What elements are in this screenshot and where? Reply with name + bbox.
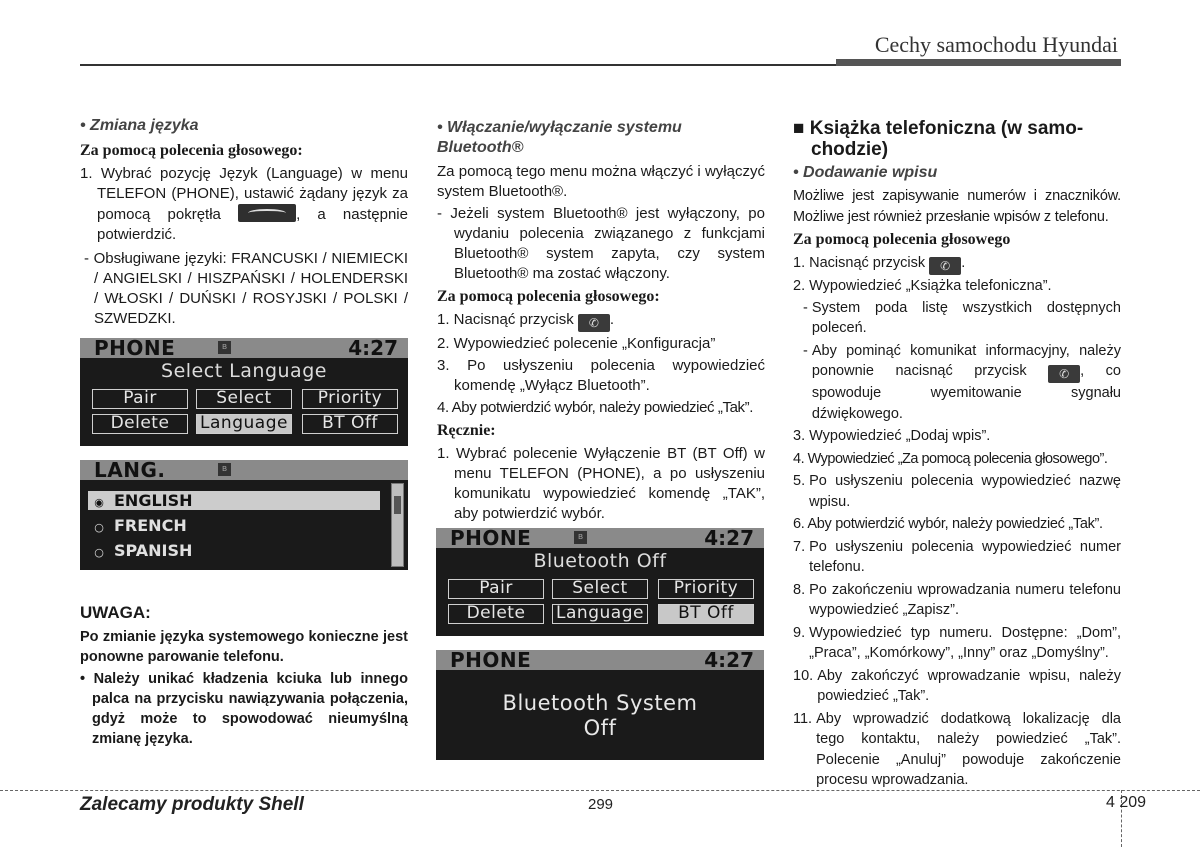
phonebook-step-10: 10. Aby zakończyć wprowadzanie wpisu, należy powiedzieć „Tak”. [793,666,1121,707]
phone-screen-bluetooth-off [436,528,764,636]
phonebook-step-2-note-a-text: System poda listę wszystkich dostępnych poleceń. [811,299,1121,336]
phonebook-step-2-note-b: - Aby pominąć komunikat informacyjny, należy ponownie nacisnąć przycisk ✆ , co spowoduje wyemitowanie sygnału dźwiękowego. [803,342,1121,422]
phonebook-step-10-text: Aby zakończyć wprowadzanie wpisu, należy powiedzieć „Tak”. [817,667,1121,704]
language-option-label: FRENCH [114,516,187,535]
phonebook-step-7-text: Po usłyszeniu polecenia wypowiedzieć numer telefonu. [809,538,1121,575]
column-2 [437,118,765,524]
screen-subtitle: Bluetooth Off [533,550,667,572]
supported-languages-note: - Obsługiwane języki: FRANCUSKI / NIEMIECKI / ANGIELSKI / HISZPAŃSKI / HOLENDERSKI / WŁOSKI / DUŃSKI / ROSYJSKI / POLSKI / SZWEDZKI. [84,250,408,327]
page-header-title: Cechy samochodu Hyundai [874,32,1118,57]
screen-title: PHONE [94,338,176,360]
phonebook-step-7: 7. Po usłyszeniu polecenia wypowiedzieć numer telefonu. [793,537,1121,578]
bluetooth-note: - Jeżeli system Bluetooth® jest wyłączony, po wydaniu polecenia związanego z funkcjami Bluetooth® system zapyta, czy system Bluetooth® ma zostać włączony. [437,205,765,282]
phonebook-step-4: 4. Wypowiedzieć „Za pomocą polecenia głosowego”. [793,450,1108,467]
screen-header [80,338,408,358]
screen-title: LANG. [94,460,166,482]
warning-text-2: • Należy unikać kładzenia kciuka lub innego palca na przycisku nawiązywania połączenia, gdyż może to spowodować nieumyślną zmianę języka. [80,671,408,747]
section-heading-bluetooth: • Włączanie/wyłączanie systemu Bluetooth® [437,119,682,156]
screen-title: PHONE [450,528,532,550]
language-option-english[interactable] [88,491,380,510]
radio-selected-icon: ◉ [94,496,104,509]
phonebook-step-3: 3. Wypowiedzieć „Dodaj wpis”. [793,428,991,444]
screen-clock: 4:27 [704,528,754,550]
pair-button[interactable]: Pair [92,389,188,409]
voice-command-heading: Za pomocą polecenia głosowego: [80,142,303,159]
screen-subtitle: Select Language [161,360,327,382]
language-step-1 [80,164,408,245]
phonebook-step-8: 8. Po zakończeniu wprowadzania numeru telefonu wypowiedzieć „Zapisz”. [793,580,1121,621]
footer-slogan: Zalecamy produkty Shell [80,794,304,815]
lang-screen [80,460,408,570]
phonebook-intro: Możliwe jest zapisywanie numerów i znaczników. Możliwe jest również przesłanie wpisów z telefonu. [793,188,1121,225]
phonebook-step-5: 5. Po usłyszeniu polecenia wypowiedzieć nazwę wpisu. [793,471,1121,512]
language-step-1-text: 1. Wybrać pozycję Język (Language) w menu TELEFON (PHONE), ustawić żądany język za pomocą pokrętła [80,165,408,223]
manual-step-1: 1. Wybrać polecenie Wyłączenie BT (BT Off) w menu TELEFON (PHONE), a po usłyszeniu komunikatu wypowiedzieć komendę „TAK”, aby potwierdzić wybór. [437,445,765,522]
add-entry-heading: • Dodawanie wpisu [793,164,938,181]
language-option-label: SPANISH [114,541,193,560]
screen-clock: 4:27 [348,338,398,360]
bluetooth-icon: ʙ [218,341,231,354]
footer-page-number: 299 [588,796,614,813]
phonebook-step-1-text: 1. Nacisnąć przycisk [793,255,930,271]
phonebook-step-6: 6. Aby potwierdzić wybór, należy powiedzieć „Tak”. [793,516,1103,532]
bluetooth-icon: ʙ [574,531,587,544]
bluetooth-icon: ʙ [218,463,231,476]
footer-section-page: 4 209 [1106,794,1147,811]
language-button[interactable]: Language [196,414,292,434]
language-button[interactable]: Language [552,604,648,624]
select-button[interactable]: Select [196,389,292,409]
phone-screen-bluetooth-system-off [436,650,764,760]
tuning-knob-icon [238,204,296,222]
phonebook-step-9-text: Wypowiedzieć typ numeru. Dostępne: „Dom”, „Praca”, „Komórkowy”, „Inny” oraz „Domyślny”. [809,624,1121,661]
phonebook-step-8-text: Po zakończeniu wprowadzania numeru telefonu wypowiedzieć „Zapisz”. [809,581,1121,618]
screen-header [436,650,764,670]
radio-icon: ○ [94,521,104,534]
screen-message-line-2: Off [583,716,617,740]
radio-icon: ○ [94,546,104,559]
screen-header [436,528,764,548]
bluetooth-intro: Za pomocą tego menu można włączyć i wyłączyć system Bluetooth®. [437,163,765,200]
phonebook-step-2: 2. Wypowiedzieć „Książka telefoniczna”. [793,278,1052,294]
language-option-spanish[interactable] [88,541,380,560]
delete-button[interactable]: Delete [448,604,544,624]
bluetooth-step-2: 2. Wypowiedzieć polecenie „Konfiguracja” [437,335,716,352]
screen-header [80,460,408,480]
warning-box [80,603,408,749]
scrollbar[interactable] [391,483,404,567]
phonebook-step-5-text: Po usłyszeniu polecenia wypowiedzieć nazwę wpisu. [809,473,1121,510]
phone-screen-select-language [80,338,408,446]
bluetooth-step-4: 4. Aby potwierdzić wybór, należy powiedzieć „Tak”. [437,399,753,416]
manual-heading: Ręcznie: [437,422,496,439]
scrollbar-thumb[interactable] [394,496,401,514]
language-step-1-text-end: , a następnie potwierdzić. [97,206,408,243]
pair-button[interactable]: Pair [448,579,544,599]
bluetooth-step-3: 3. Po usłyszeniu polecenia wypowiedzieć komendę „Wyłącz Bluetooth”. [437,357,765,394]
voice-command-heading: Za pomocą polecenia głosowego [793,231,1011,248]
priority-button[interactable]: Priority [658,579,754,599]
phonebook-step-11-text: Aby wprowadzić dodatkową lokalizację dla tego kontaktu, należy powiedzieć „Tak”. Polecenie „Anuluj” powoduje zakończenie procesu wprowadzania. [816,710,1121,788]
phonebook-step-2-note-b-text: Aby pominąć komunikat informacyjny, należy ponownie nacisnąć przycisk [811,342,1121,379]
priority-button[interactable]: Priority [302,389,398,409]
bluetooth-step-1-text: 1. Nacisnąć przycisk [437,311,578,328]
language-option-label: ENGLISH [114,491,193,510]
phonebook-step-2-note-b-text-end: , co spowoduje wyemitowanie sygnału dźwiękowego. [811,363,1121,422]
language-option-french[interactable] [88,516,380,535]
screen-message-line-1: Bluetooth System [502,691,698,715]
phonebook-step-9: 9. Wypowiedzieć typ numeru. Dostępne: „Dom”, „Praca”, „Komórkowy”, „Inny” oraz „Domyślny”. [793,623,1121,664]
voice-call-button-icon: ✆ [578,314,610,332]
header-bar [836,59,1121,66]
voice-command-heading: Za pomocą polecenia głosowego: [437,288,660,305]
footer-divider [0,790,1200,791]
bt-off-button[interactable]: BT Off [302,414,398,434]
warning-title: UWAGA: [80,603,151,622]
warning-text-1: Po zmianie języka systemowego konieczne jest ponowne parowanie telefonu. [80,629,408,665]
section-heading-language: • Zmiana języka [80,117,199,134]
phonebook-heading-line-2: chodzie) [811,139,889,160]
phonebook-step-1: 1. Nacisnąć przycisk ✆ . [793,255,966,273]
phonebook-step-2-note-a: - System poda listę wszystkich dostępnych poleceń. [793,298,1121,339]
phonebook-step-11: 11. Aby wprowadzić dodatkową lokalizację dla tego kontaktu, należy powiedzieć „Tak”. Polecenie „Anuluj” powoduje zakończenie procesu wprowadzania. [793,709,1121,791]
screen-clock: 4:27 [704,650,754,672]
voice-call-button-icon: ✆ [929,257,961,275]
bt-off-button[interactable]: BT Off [658,604,754,624]
delete-button[interactable]: Delete [92,414,188,434]
column-3 [793,118,1121,791]
select-button[interactable]: Select [552,579,648,599]
phonebook-heading-line-1: ■ Książka telefoniczna (w samo- [793,118,1084,139]
voice-call-button-icon: ✆ [1048,365,1080,383]
bluetooth-step-1: 1. Nacisnąć przycisk ✆ . [437,311,615,330]
screen-title: PHONE [450,650,532,672]
column-1 [80,116,408,329]
